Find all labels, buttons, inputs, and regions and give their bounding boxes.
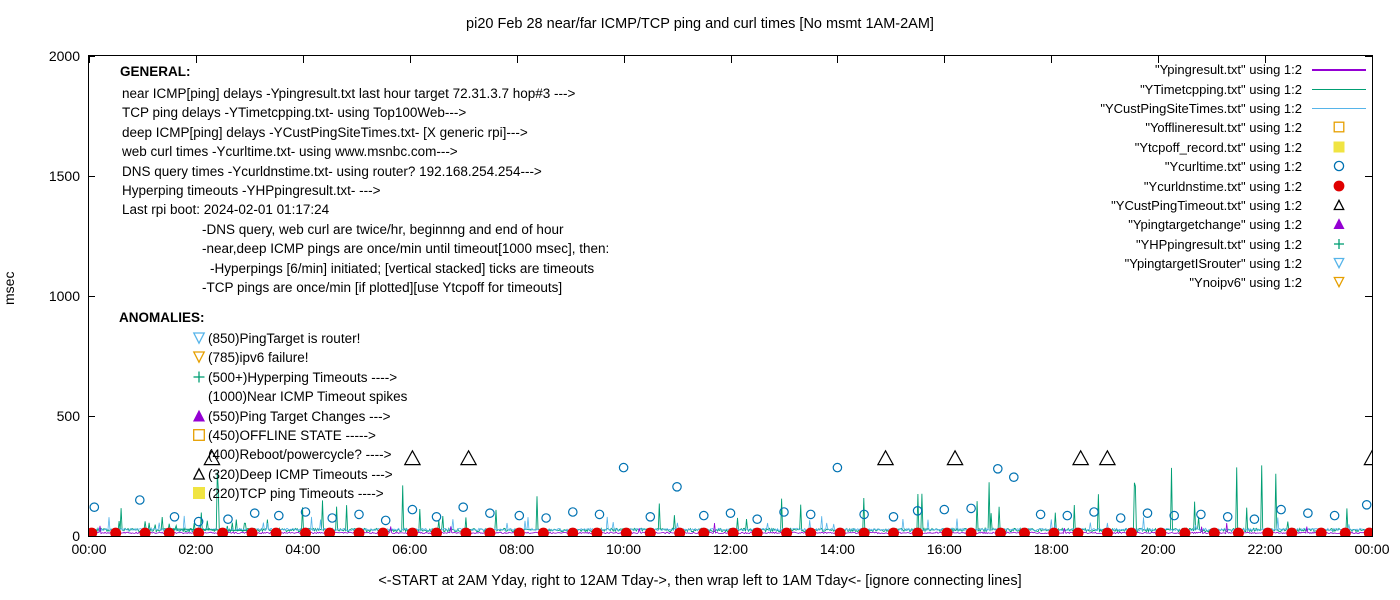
legend-item-key (1308, 254, 1370, 273)
legend-item-key (1308, 80, 1370, 99)
x-tick-label: 08:00 (499, 541, 535, 557)
anomaly-note-line: (550)Ping Target Changes ---> (208, 408, 391, 424)
anomaly-note-line: (850)PingTarget is router! (208, 331, 361, 346)
x-tick-label: 20:00 (1140, 541, 1176, 557)
legend-item (880, 215, 1370, 234)
open-triangle-up-icon (1334, 199, 1345, 210)
open-square-icon (1334, 122, 1345, 133)
legend-item-key (1308, 273, 1370, 292)
general-note-indented-line: -near,deep ICMP pings are once/min until timeout[1000 msec], then: (202, 241, 610, 257)
anomaly-note-line: (320)Deep ICMP Timeouts ---> (208, 466, 393, 482)
general-note-indented-line: -DNS query, web curl are twice/hr, beginnng and end of hour (202, 221, 564, 237)
legend-line-swatch (1312, 108, 1366, 110)
legend-item (880, 254, 1370, 273)
filled-square-icon (1334, 141, 1345, 152)
open-triangle-down-icon (1334, 258, 1345, 269)
general-note-indented-line: -Hyperpings [6/min] initiated; [vertical stacked] ticks are timeouts (210, 260, 595, 276)
legend-item (880, 138, 1370, 157)
open-triangle-down-icon (193, 351, 205, 363)
legend-item-label: "Ycurldnstime.txt" using 1:2 (1143, 178, 1302, 194)
legend-item-label: "YHPpingresult.txt" using 1:2 (1135, 236, 1302, 252)
chart-title: pi20 Feb 28 near/far ICMP/TCP ping and curl times [No msmt 1AM-2AM] (466, 16, 934, 32)
filled-triangle-up-icon (1334, 219, 1345, 230)
x-tick-label: 12:00 (712, 541, 749, 557)
legend-item-key (1308, 177, 1370, 196)
legend-item-key (1308, 157, 1370, 176)
chart-legend (880, 60, 1370, 293)
plus-icon (1334, 238, 1345, 249)
legend-item-label: "Ypingtargetchange" using 1:2 (1128, 217, 1302, 233)
legend-item-key (1308, 118, 1370, 137)
anomaly-note-line: (785)ipv6 failure! (208, 350, 309, 366)
x-tick-label: 18:00 (1033, 541, 1069, 557)
general-note-line: Hyperping timeouts -YHPpingresult.txt- ---> (122, 183, 381, 198)
legend-item-key (1308, 60, 1370, 79)
legend-item-key (1308, 215, 1370, 234)
legend-item-key (1308, 138, 1370, 157)
general-heading: GENERAL: (120, 64, 191, 79)
legend-item-label: "YTimetcpping.txt" using 1:2 (1140, 81, 1302, 97)
general-note-line: near ICMP[ping] delays -Ypingresult.txt last hour target 72.31.3.7 hop#3 ---> (122, 86, 576, 101)
legend-item-label: "Ytcpoff_record.txt" using 1:2 (1134, 139, 1302, 155)
legend-item (880, 60, 1370, 79)
x-tick-label: 04:00 (285, 541, 321, 557)
x-tick-label: 22:00 (1247, 541, 1283, 557)
general-note-line: web curl times -Ycurltime.txt- using www.msnbc.com---> (122, 144, 458, 160)
open-triangle-down-icon (193, 332, 205, 344)
y-axis-label: msec (1, 271, 17, 305)
x-tick-label: 16:00 (926, 541, 962, 557)
open-square-icon (193, 429, 205, 441)
x-axis-label: <-START at 2AM Yday, right to 12AM Tday->, then wrap left to 1AM Tday<- [ignore connecting lines] (378, 573, 1022, 589)
legend-item (880, 157, 1370, 176)
legend-item (880, 176, 1370, 195)
legend-line-swatch (1312, 69, 1366, 71)
anomaly-note-line: (450)OFFLINE STATE -----> (208, 428, 376, 443)
legend-item (880, 118, 1370, 137)
open-triangle-down-icon (1334, 277, 1345, 288)
plus-icon (193, 371, 205, 383)
anomaly-note-line: (500+)Hyperping Timeouts ----> (208, 369, 398, 385)
general-note-line: Last rpi boot: 2024-02-01 01:17:24 (122, 202, 330, 218)
legend-item-label: "YpingtargetISrouter" using 1:2 (1124, 256, 1302, 272)
legend-item-key (1308, 235, 1370, 254)
y-tick-label: 1000 (48, 288, 80, 304)
legend-item-label: "Yofflineresult.txt" using 1:2 (1145, 120, 1302, 136)
general-note-indented-line: -TCP pings are once/min [if plotted][use Ytcpoff for timeouts] (202, 280, 563, 295)
y-tick-label: 0 (72, 528, 80, 544)
general-note-line: TCP ping delays -YTimetcpping.txt- using Top100Web---> (122, 105, 467, 121)
y-tick-label: 1500 (48, 168, 80, 184)
open-circle-icon (1334, 161, 1345, 172)
legend-item (880, 196, 1370, 215)
legend-item-label: "YCustPingSiteTimes.txt" using 1:2 (1100, 100, 1302, 116)
legend-item-label: "Ycurltime.txt" using 1:2 (1164, 159, 1302, 175)
x-tick-label: 14:00 (819, 541, 855, 557)
y-tick-label: 500 (56, 408, 80, 424)
general-note-line: DNS query times -Ycurldnstime.txt- using router? 192.168.254.254---> (122, 163, 542, 179)
y-tick-label: 2000 (48, 48, 80, 64)
legend-item-label: "YCustPingTimeout.txt" using 1:2 (1111, 197, 1302, 213)
legend-item-key (1308, 196, 1370, 215)
x-tick-label: 06:00 (392, 541, 428, 557)
legend-item-label: "Ynoipv6" using 1:2 (1189, 275, 1302, 291)
legend-item-label: "Ypingresult.txt" using 1:2 (1154, 62, 1302, 78)
x-tick-label: 02:00 (178, 541, 214, 557)
anomalies-heading: ANOMALIES: (119, 310, 205, 325)
legend-item (880, 79, 1370, 98)
anomaly-note-line: (400)Reboot/powercycle? ----> (208, 447, 392, 463)
filled-square-icon (193, 487, 205, 499)
legend-item (880, 235, 1370, 254)
general-note-line: deep ICMP[ping] delays -YCustPingSiteTimes.txt- [X generic rpi]---> (122, 124, 528, 140)
legend-item-key (1308, 99, 1370, 118)
anomaly-note-line: (220)TCP ping Timeouts ----> (208, 486, 384, 502)
legend-line-swatch (1312, 89, 1366, 91)
legend-item (880, 99, 1370, 118)
x-tick-label: 00:00 (71, 541, 107, 557)
legend-item (880, 273, 1370, 292)
x-tick-label: 00:00 (1354, 541, 1390, 557)
anomaly-note-line: (1000)Near ICMP Timeout spikes (208, 389, 408, 405)
open-triangle-up-icon (193, 468, 205, 480)
filled-circle-icon (1334, 180, 1345, 191)
x-tick-label: 10:00 (606, 541, 642, 557)
filled-triangle-up-icon (193, 410, 205, 422)
